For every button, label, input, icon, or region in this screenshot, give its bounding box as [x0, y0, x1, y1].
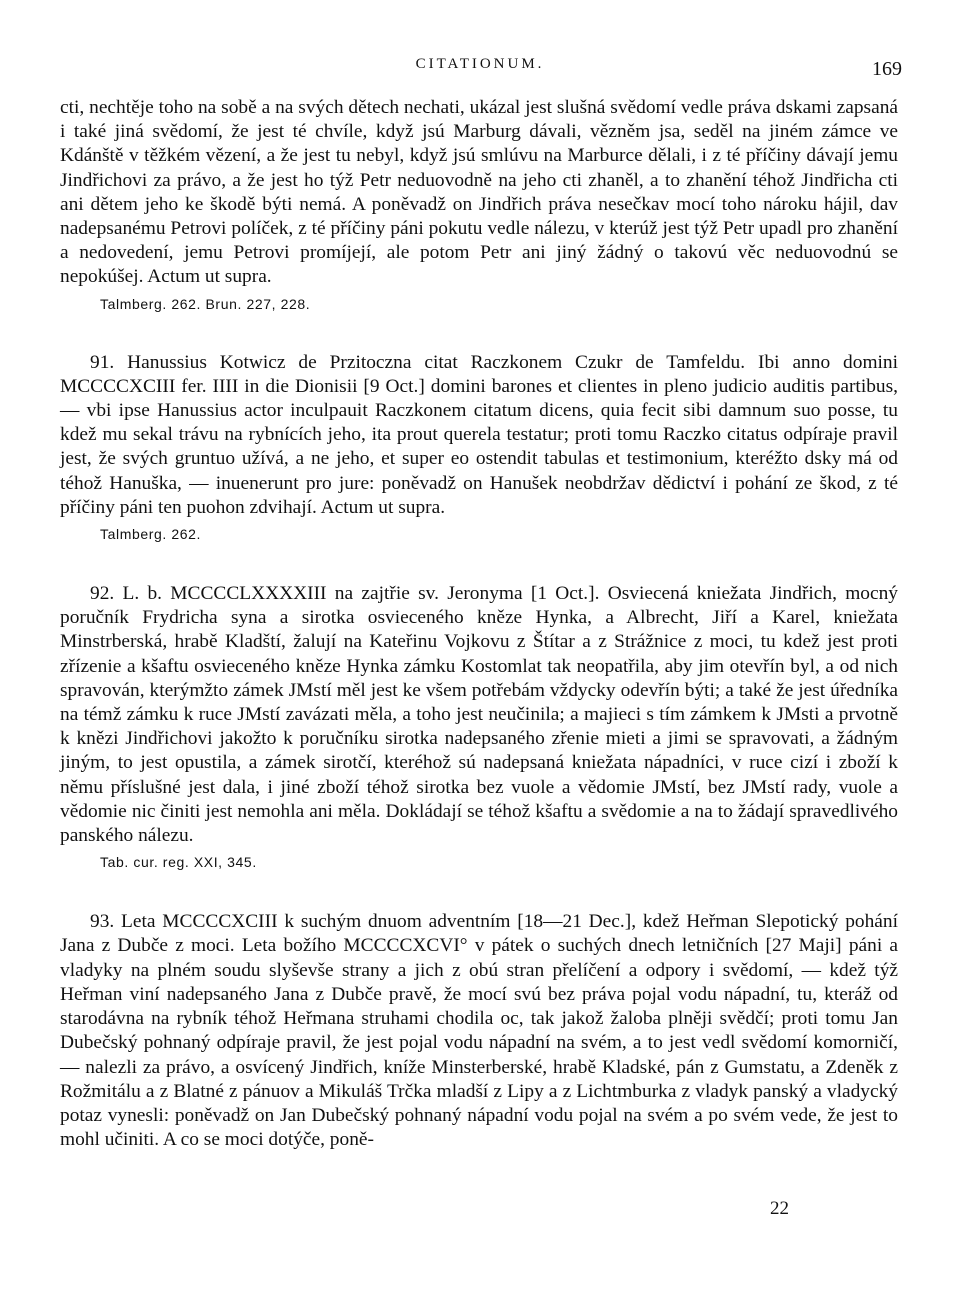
entry-91-reference: Talmberg. 262. [100, 526, 202, 543]
document-body [60, 96, 898, 1152]
entry-91: 91. Hanussius Kotwicz de Przitoczna citat Raczkonem Czukr de Tamfeldu. Ibi anno domini MCCCCXCIII fer. IIII in die Dionisii [9 Oct.] domini barones et clientes in pleno judicio auditis partibus, — vbi ipse Hanussius actor inculpauit Raczkonem citatum dicens, quia fecit sibi damnum suo posse, tu kdež mu sekal trávu na rybnících jeho, ita prout querela testatur; proti tomu Raczko citatus odpíraje pravil jest, že svých gruntuo užívá, a ne jeho, et super eo ostendit tabulas et testimonium, kteréžto dsky má od téhož Hanuška, — inuenerunt pro jure: poněvadž on Hanušek neobdržav dědictví i pohání ze škod, z té příčiny páni ten puohon zdvihají. Actum ut supra. [60, 351, 898, 518]
entry-90-continuation: cti, nechtěje toho na sobě a na svých dětech nechati, ukázal jest slušná svědomí vedle práva dskami zapsaná i také jiná svědomí, že jest té chvíle, když jsú Marburg dávali, vězněm jsa, seděl na jiném zámce ve Kdánště v těžkém vězení, a že jest tu nebyl, když jsú smlúvu na Marburce dělali, i z té příčiny dávají jemu Jindřichovi za právo, a že jest ho týž Petr neduovodně na jeho cti zhaněl, a to zhanění téhož Jindřicha cti ani dětem jeho ke škodě býti nemá. A poněvadž on Jindřich práva nesečkav mocí toho nároku hájil, dav nadepsanému Petrovi políček, z té příčiny páni pokutu vedle nálezu, v kterúž jest týž Petr upadl pro zhanění a nedovedení, jemu Petrovi promíjejí, ale potom Petr ani jiný žádný o takovú věc neduovodnú se nepokúšej. Actum ut supra. [60, 97, 898, 288]
entry-92: 92. L. b. MCCCCLXXXXIII na zajtřie sv. Jeronyma [1 Oct.]. Osviecená kniežata Jindřich, mocný poručník Frydricha syna a sirotka osvieceného kněze Hynka, a Albrecht, Jiří a Karel, kniežata Minstrberská, hrabě Kladští, žalují na Kateřinu Vojkovu z Štítar a z Strážnice z moci, tu kdež jest proti zřízenie a kšaftu osvieceného kněze Hynka zámku Kostomlat tak neopatřila, aby jim otevřín byl, a od nich spravován, kterýmžto zámek JMstí měl jest ke všem potřebám vždycky odevřín býti; a také že jest úředníka na témž zámku k ruce JMstí zavázati měla, a toho jest neučinila; a majieci s tím zámkem k JMsti a prvotně k knězi Jindřichovi jakožto k poručníku sirotka nadepsaného zřenie mieti a jimi se spravovati, a žádným jiným, to jest opustila, a zámek sirotčí, kteréhož sú nadepsaná kniežata nápadníci, v ruce cizí i zboží k němu příslušné jest dala, i jiné zboží téhož sirotka bez vuole a vědomie JMstí, bez JMstí rady, vuole a vědomie nic činiti jest nemohla ani měla. Dokládají se téhož kšaftu a svědomie a na to žádají spravedlivého panského nálezu. [60, 583, 898, 847]
running-title: CITATIONUM. [415, 56, 545, 72]
signature-mark: 22 [770, 1198, 789, 1219]
spacer [60, 544, 898, 582]
spacer [60, 314, 898, 351]
spacer [60, 872, 898, 910]
page-number: 169 [872, 58, 902, 80]
entry-90-reference: Talmberg. 262. Brun. 227, 228. [100, 295, 311, 312]
entry-93: 93. Leta MCCCCXCIII k suchým dnuom adventním [18—21 Dec.], kdež Heřman Slepotický pohání Jana z Dubče z moci. Leta božího MCCCCXCVI° v pátek o suchých dnech letničních [27 Maji] páni a vladyky na plném soudu slyševše strany a jich z obú stran přelíčení a odpory i svědomí, — kdež týž Heřman viní nadepsaného Jana z Dubče pravě, že mocí svú bez práva pojal vodu nápadní, tu, kteráž od starodávna na rybník téhož Heřmana struhami chodila oc, tak jakož žaloba plněji svědčí; proti tomu Jan Dubečský pohnaný odpíraje pravil, že jest pojal vodu nápadní na svém, a to jest vedl svědomí komorničí, — nalezli za právo, a osvícený Jindřich, kníže Minsterberské, hrabě Kladské, pán z Gumstatu, a Zdeněk z Rožmitálu a z Blatné z pánuov a Mikuláš Trčka mladší z Lipy a z Lichtmburka z vladyk panský a vladycký potaz vynesli: poněvadž on Jan Dubečský pohnaný nápadní vodu pojal na svém a po svém vede, že jest to mohl učiniti. A co se moci dotýče, poně- [60, 911, 898, 1151]
entry-92-reference: Tab. cur. reg. XXI, 345. [100, 854, 257, 871]
